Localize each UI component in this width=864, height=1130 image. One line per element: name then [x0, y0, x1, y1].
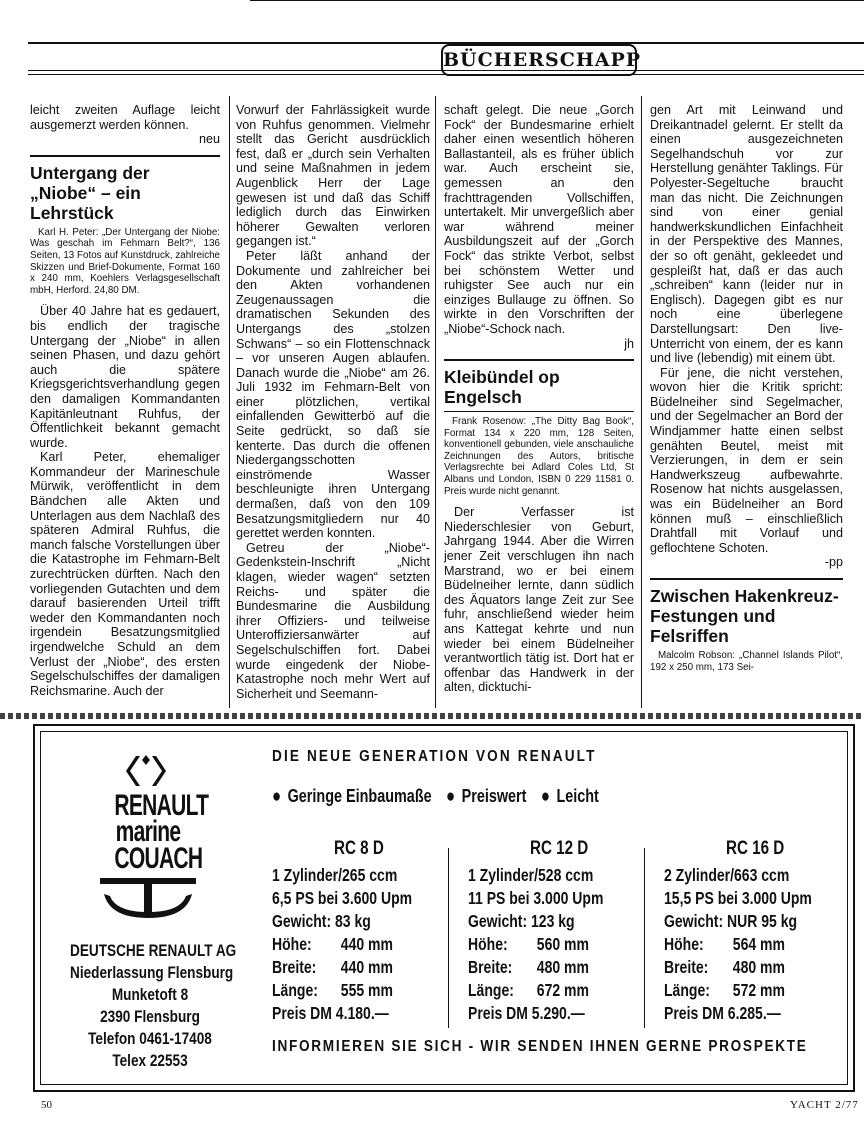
paragraph: leicht zweiten Auflage leicht ausgemerzt werden können.: [30, 103, 220, 132]
spec-value: 564 mm: [732, 934, 785, 954]
spec-key: Höhe:: [664, 934, 704, 954]
article-separator: [650, 578, 843, 580]
dealer-line: Munketoft 8: [111, 985, 189, 1004]
dealer-line: DEUTSCHE RENAULT AG: [70, 941, 237, 960]
paragraph: Der Verfasser ist Niederschlesier von Geburt, Jahrgang 1944. Aber die Wirren jener Zeit verschlugen ihn nach Marstrand, wo er bei einem Büdelneiher lernte, dann südlich des Äquators lange Zeit zur See fuhr, anschließend wieder heim ans Kattegat kehrte und nun wieder bei einem Büdelneiher verantwortlich tätig ist. Dort hat er offenbar das Handwerk in der alten, dicktuchi-: [444, 505, 634, 695]
spec-value: 560 mm: [536, 934, 589, 954]
bibliographic-note: Frank Rosenow: „The Ditty Bag Book“, Format 134 x 220 mm, 128 Seiten, konventionell gebunden, viele anschauliche Zeichnungen des Autors, britische Verlagsrechte bei Adlard Coles Ltd, St Albans und London, ISBN 0 229 11581 0. Preis wurde nicht genannt.: [444, 416, 634, 497]
article-column-1: [30, 103, 220, 707]
spec-value: 480 mm: [732, 957, 785, 977]
article-heading: Untergang der „Niobe“ – ein Lehrstück: [30, 162, 150, 223]
spec-key: Höhe:: [272, 934, 312, 954]
spec-line: Gewicht: 83 kg: [272, 911, 371, 931]
engine-spec-block: [272, 838, 447, 1025]
spec-key: Länge:: [468, 980, 514, 1000]
article-column-3: [444, 103, 634, 707]
spec-line: [272, 956, 412, 979]
spec-line: [664, 956, 812, 979]
spec-value: 555 mm: [340, 980, 393, 1000]
anchor-icon: [100, 878, 196, 922]
spec-value: 572 mm: [732, 980, 785, 1000]
price-line: Preis DM 5.290.—: [468, 1003, 585, 1023]
dotted-separator: [0, 713, 864, 719]
bibliographic-note: Malcolm Robson: „Channel Islands Pilot“, 192 x 250 mm, 173 Sei-: [650, 650, 843, 673]
column-divider: [229, 96, 230, 708]
spec-line: 1 Zylinder/528 ccm: [468, 865, 594, 885]
author-signature: neu: [198, 132, 220, 147]
engine-model: RC 8 D: [334, 838, 384, 859]
ad-headline: DIE NEUE GENERATION VON RENAULT: [272, 748, 597, 765]
spec-value: 672 mm: [536, 980, 589, 1000]
bibliographic-note: Karl H. Peter: „Der Untergang der Niobe: Was geschah im Fehmarn Belt?“, 136 Seiten, 13 Fotos auf Kunstdruck, zahlreiche Skizzen und Brief-Dokumente, Format 160 x 240 mm, Koehlers Verlagsgesellschaft mbH, Herford. 24,80 DM.: [30, 226, 220, 296]
price-line: Preis DM 4.180.—: [272, 1003, 389, 1023]
dealer-line: Telex 22553: [112, 1051, 188, 1070]
paragraph: Karl Peter, ehemaliger Kommandeur der Marineschule Mürwik, veröffentlicht in dem Bändchen alle Akten und Unterlagen aus dem Nachlaß des späteren Admiral Ruhfus, die manch falsche Vorstellungen über die Katastrophe im Fehmarn-Belt zurechtrücken dürften. Nach den vorliegenden Gutachten und dem darauf basierenden Urteil trifft weder den Kommandanten noch irgendein Besatzungsmitglied irgendwelche Schuld an dem Verlust der „Niobe“, des ersten Segelschulschiffes der damaligen Reichsmarine. Auch der: [30, 450, 220, 698]
paragraph: Getreu der „Niobe“-Gedenkstein-Inschrift „Nicht klagen, wieder wagen“ setzten Reichs- und später die Bundesmarine die Ausbildung ihrer Offiziers- und teilweise Unteroffiziersanwärter auf Segelschulschiffen fort. Dabei wurde eingedenk der Niobe-Katastrophe noch mehr Wert auf Sicherheit und Seemann-: [236, 540, 430, 701]
top-rule: [250, 0, 864, 1]
spec-key: Länge:: [272, 980, 318, 1000]
spec-key: Höhe:: [468, 934, 508, 954]
article-column-4: [650, 103, 843, 707]
engine-model: RC 16 D: [726, 838, 785, 859]
spec-key: Länge:: [664, 980, 710, 1000]
spec-line: 6,5 PS bei 3.600 Upm: [272, 888, 413, 908]
brand-line: marine: [115, 815, 181, 848]
spec-value: 480 mm: [536, 957, 589, 977]
article-separator: [30, 155, 220, 157]
spec-line: [468, 956, 603, 979]
spec-line: Gewicht: NUR 95 kg: [664, 911, 798, 931]
spec-key: Breite:: [272, 957, 317, 977]
section-masthead: BÜCHERSCHAPP: [441, 44, 637, 76]
article-separator: [444, 359, 634, 361]
spec-line: [664, 979, 812, 1002]
brand-line: RENAULT: [114, 789, 209, 822]
spec-value: 440 mm: [340, 957, 393, 977]
dealer-line: Niederlassung Flensburg: [70, 963, 234, 982]
engine-model: RC 12 D: [530, 838, 589, 859]
paragraph: Über 40 Jahre hat es gedauert, bis endlich der tragische Untergang der „Niobe“ in allen seinen Phasen, und dazu gehört auch die spätere Kriegsgerichtsverhandlung gegen den damaligen Kommandanten Kapitänleutnant Ruhfus, der Öffentlichkeit bekannt gemacht wurde.: [30, 304, 220, 450]
ad-footer: INFORMIEREN SIE SICH - WIR SENDEN IHNEN GERNE PROSPEKTE: [272, 1038, 808, 1055]
spec-line: [272, 979, 412, 1002]
column-divider: [435, 96, 436, 708]
brand-logotype: [100, 789, 209, 875]
paragraph: gen Art mit Leinwand und Dreikantnadel gelernt. Er stellt da einen ausgezeichneten Segelhandschuh vor zur Herstellung genähter Taklings. Für Polyester-Segeltuche braucht man das nicht. Die Zeichnungen sind von einer genial handwerkskundlichen Einfachheit in der Perspektive des Mannes, der so oft genäht, gekleedet und gespleißt hat, daß er das auch „schreiben“ kann (leider nur in Englisch). Dagegen gibt es nur noch eine überlegene Darstellungsart: Den live-Unterricht von einem, der es kann und live (lebendig) mit einem übt.: [650, 103, 843, 366]
page-number: 50: [41, 1099, 52, 1111]
spec-line: [468, 979, 603, 1002]
author-signature: jh: [624, 336, 634, 351]
feature-item: ● Leicht: [541, 786, 599, 808]
dealer-line: Telefon 0461-17408: [88, 1029, 212, 1048]
article-heading: Zwischen Hakenkreuz-Festungen und Felsriffen: [650, 586, 839, 646]
brand-line: COUACH: [114, 842, 203, 875]
paragraph: schaft gelegt. Die neue „Gorch Fock“ der Bundesmarine erhielt daher einen wesentlich höheren Ballastanteil, als es früher üblich war. Auch erscheint sie, gemessen an den frachttragenden Vollschiffen, untertakelt. Mir unvergeßlich aber war während meiner Ausbildungszeit auf der „Gorch Fock“ das strikte Verbot, selbst bei schönstem Wetter und ruhigster See auch nur ein einziges Bullauge zu öffnen. So wirkte in den Vorschriften der „Niobe“-Schock nach.: [444, 103, 634, 336]
engine-divider: [448, 848, 449, 1028]
author-signature: -pp: [824, 555, 843, 570]
paragraph: Für jene, die nicht verstehen, wovon hier die Kritik spricht: Büdelneiher sind Segelmacher, und der Segelmacher an Bord der Windjammer hatte einen selbst genähten Beutel, meist mit Verzierungen, in dem er sein Handwerkszeug aufbewahrte. Rosenow hat nichts ausgelassen, was ein Büdelneiher an Bord können muß – einschließlich Drahtfall mit Vorlauf und geflochtene Schoten.: [650, 365, 843, 555]
engine-divider: [644, 848, 645, 1028]
article-heading: Kleibündel op Engelsch: [444, 367, 560, 408]
spec-line: 2 Zylinder/663 ccm: [664, 865, 790, 885]
spec-key: Breite:: [664, 957, 709, 977]
dealer-address: [50, 940, 250, 1072]
spec-line: [664, 933, 812, 956]
spec-line: [468, 933, 603, 956]
spec-line: Gewicht: 123 kg: [468, 911, 575, 931]
renault-diamond-logo: [122, 754, 170, 788]
spec-value: 440 mm: [340, 934, 393, 954]
spec-key: Breite:: [468, 957, 513, 977]
price-line: Preis DM 6.285.—: [664, 1003, 781, 1023]
article-column-2: [236, 103, 430, 707]
engine-spec-block: [664, 838, 849, 1025]
spec-line: 11 PS bei 3.000 Upm: [468, 888, 604, 908]
spec-line: [272, 933, 412, 956]
spec-line: 1 Zylinder/265 ccm: [272, 865, 398, 885]
ad-features: [272, 786, 599, 808]
dealer-line: 2390 Flensburg: [100, 1007, 200, 1026]
spec-line: 15,5 PS bei 3.000 Upm: [664, 888, 812, 908]
column-divider: [641, 96, 642, 708]
feature-item: ● Preiswert: [446, 786, 526, 808]
issue-label: YACHT 2/77: [790, 1099, 859, 1111]
heading-underline: [444, 411, 634, 412]
engine-spec-block: [468, 838, 637, 1025]
feature-item: ● Geringe Einbaumaße: [272, 786, 432, 808]
paragraph: Vorwurf der Fahrlässigkeit wurde von Ruhfus genommen. Vielmehr stellt das Gericht ausdrücklich fest, daß er „durch sein Verhalten und seine Maßnahmen in jedem Augenblick Herr der Lage gewesen ist und daß das Schiff lediglich durch das Einwirken höherer Gewalten verloren gegangen ist.“: [236, 103, 430, 249]
paragraph: Peter läßt anhand der Dokumente und zahlreicher bei den Akten vorhandenen Zeugenaussagen die dramatischen Sekunden des Untergangs des „stolzen Schwans“ – so ein Flottenschnack – vor unseren Augen ablaufen. Danach wurde die „Niobe“ am 26. Juli 1932 im Fehmarn-Belt von einer plötzlichen, vertikal einfallenden Gewitterbö auf die Seite gedrückt, so daß sie kenterte. Das durch die offenen Niedergangsschotten einströmende Wasser beschleunigte ihren Untergang dermaßen, daß von den 109 Besatzungsmitgliedern nur 40 gerettet werden konnten.: [236, 248, 430, 541]
